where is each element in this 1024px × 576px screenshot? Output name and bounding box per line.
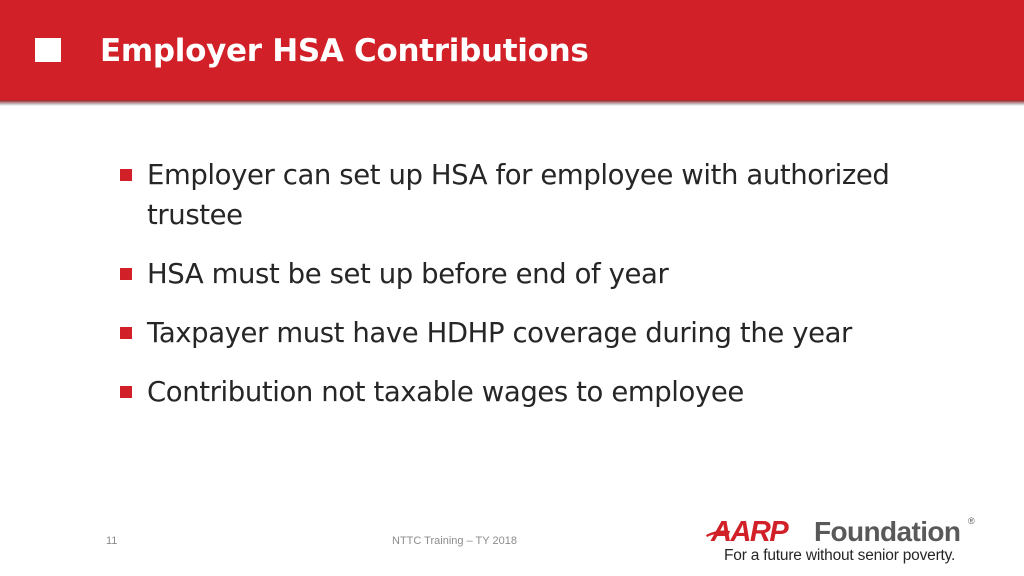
red-square-bullet-icon — [120, 268, 132, 280]
bullet-text: Employer can set up HSA for employee with authorized trustee — [147, 159, 890, 231]
bullet-list — [118, 155, 938, 431]
aarp-foundation-logo — [705, 516, 980, 568]
logo-name: Foundation — [814, 516, 961, 547]
bullet-item — [118, 254, 938, 294]
logo-tagline: For a future without senior poverty. — [724, 547, 956, 564]
bullet-text: Contribution not taxable wages to employee — [147, 376, 744, 408]
bullet-text: HSA must be set up before end of year — [147, 258, 669, 290]
footer-text: NTTC Training – TY 2018 — [392, 535, 517, 547]
bullet-item — [118, 313, 938, 353]
logo-brand: AARP — [711, 516, 788, 548]
red-square-bullet-icon — [120, 169, 132, 181]
bullet-text: Taxpayer must have HDHP coverage during the year — [147, 317, 852, 349]
page-number: 11 — [106, 535, 118, 547]
slide-title: Employer HSA Contributions — [100, 33, 589, 69]
red-square-bullet-icon — [120, 327, 132, 339]
bullet-item — [118, 372, 938, 412]
square-icon — [35, 38, 61, 62]
header-divider — [0, 100, 1024, 106]
bullet-item — [118, 155, 938, 235]
registered-mark: ® — [968, 516, 975, 526]
header-bar — [0, 0, 1024, 100]
red-square-bullet-icon — [120, 386, 132, 398]
